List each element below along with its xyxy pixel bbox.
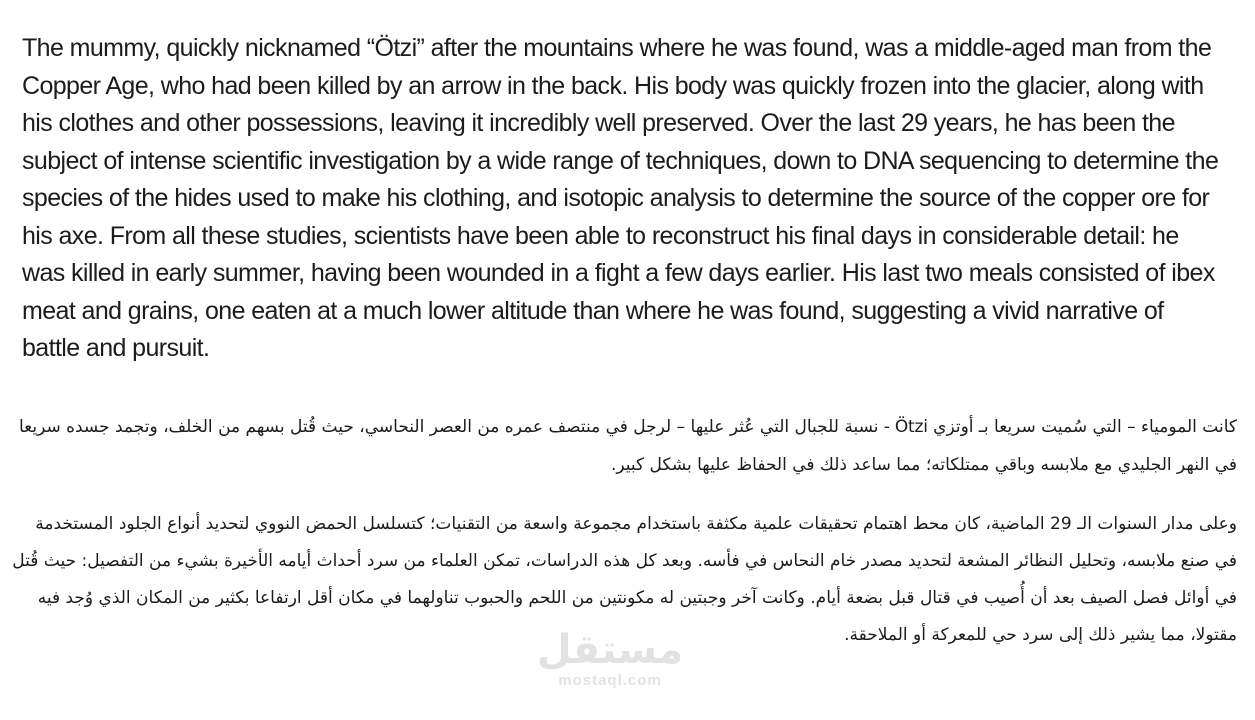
english-paragraph: The mummy, quickly nicknamed “Ötzi” after the mountains where he was found, was a middle-aged man from the Copper Age, who had been killed by an arrow in the back. His body was quickly frozen into the glacier, along with his clothes and other possessions, leaving it incredibly well preserved. Over the last 29 years, he has been the subject of intense scientific investigation by a wide range of techniques, down to DNA sequencing to determine the species of the hides used to make his clothing, and isotopic analysis to determine the source of the copper ore for his axe. From all these studies, scientists have been able to reconstruct his final days in considerable detail: he was killed in early summer, having been wounded in a fight a few days earlier. His last two meals consisted of ibex meat and grains, one eaten at a much lower altitude than where he was found, suggesting a vivid narrative of battle and pursuit.	[22, 34, 1219, 362]
arabic-paragraph-1: كانت المومياء – التي سُميت سريعا بـ أوتزي Ötzi - نسبة للجبال التي عُثر عليها – لرجل في منتصف عمره من العصر النحاسي، حيث قُتل بسهم من الخلف، وتجمد جسده سريعا في النهر الجليدي مع ملابسه وباقي ممتلكاته؛ مما ساعد ذلك في الحفاظ عليها بشكل كبير.	[18, 417, 1237, 475]
watermark-url-text: mostaql.com	[558, 672, 662, 689]
watermark-logo-text: مستقل	[536, 627, 684, 673]
arabic-paragraph-2: وعلى مدار السنوات الـ 29 الماضية، كان محط اهتمام تحقيقات علمية مكثفة باستخدام مجموعة واسعة من التقنيات؛ كتسلسل الحمض النووي لتحديد أنواع الجلود المستخدمة في صنع ملابسه، وتحليل النظائر المشعة لتحديد مصدر خام النحاس في فأسه. وبعد كل هذه الدراسات، تمكن العلماء من سرد أحداث أيامه الأخيرة بشيء من التفصيل: حيث قُتل في أوائل فصل الصيف بعد أن أُصيب في قتال قبل بضعة أيام. وكانت آخر وجبتين له مكونتين من اللحم والحبوب تناولهما في مكان أقل ارتفاعا بكثير من المكان الذي وُجد فيه مقتولا، مما يشير ذلك إلى سرد حي للمعركة أو الملاحقة.	[12, 514, 1237, 645]
watermark-logo	[520, 628, 700, 704]
